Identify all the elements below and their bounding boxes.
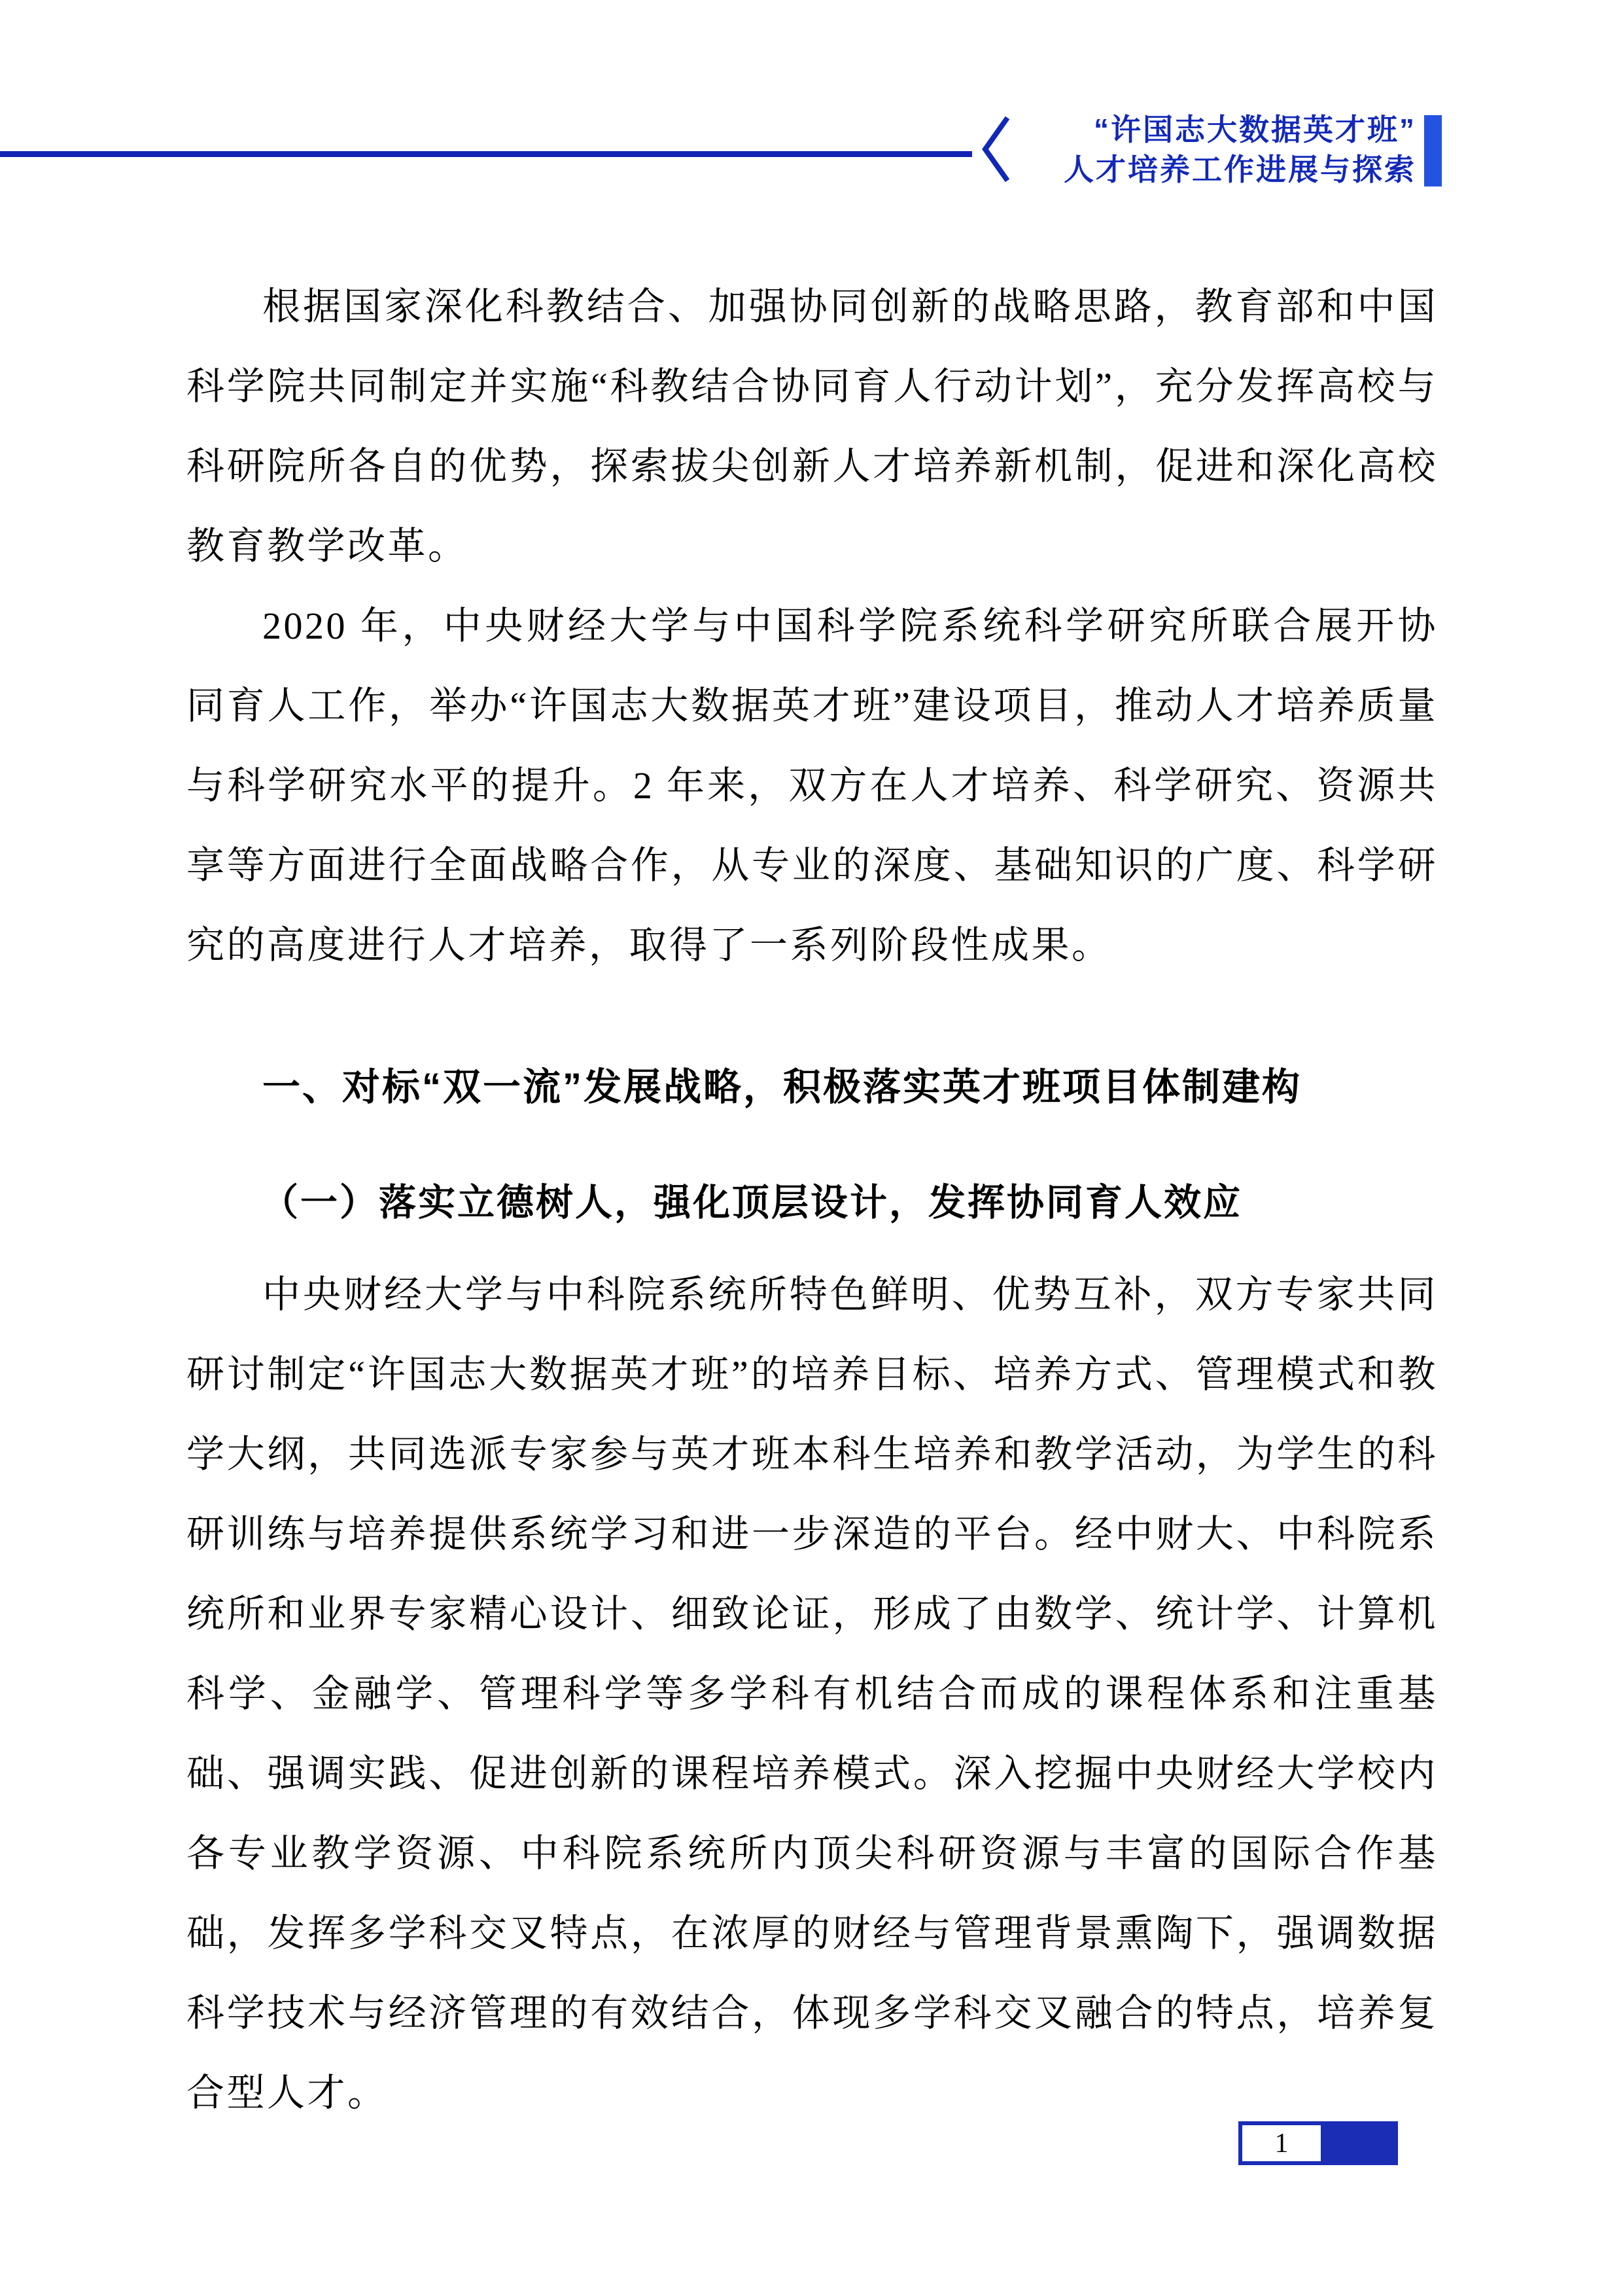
running-header-line2: 人才培养工作进展与探索 (1064, 152, 1416, 186)
running-header-line1: “许国志大数据英才班” (1094, 113, 1416, 147)
paragraph: 2020 年，中央财经大学与中国科学院系统科学研究所联合展开协同育人工作，举办“许国志大数据英才班”建设项目，推动人才培养质量与科学研究水平的提升。2 年来，双方在人才培养、科学研究、资源共享等方面进行全面战略合作，从专业的深度、基础知识的广度、科学研究的高度进行人才培养，取得了一系列阶段性成果。 (186, 605, 1438, 966)
page-number: 1 (1242, 2125, 1321, 2161)
header-vertical-bar (1424, 115, 1442, 186)
paragraph: 中央财经大学与中科院系统所特色鲜明、优势互补，双方专家共同研讨制定“许国志大数据英才班”的培养目标、培养方式、管理模式和教学大纲，共同选派专家参与英才班本科生培养和教学活动，为学生的科研训练与培养提供系统学习和进一步深造的平台。经中财大、中科院系统所和业界专家精心设计、细致论证，形成了由数学、统计学、计算机科学、金融学、管理科学等多学科有机结合而成的课程体系和注重基础、强调实践、促进创新的课程培养模式。深入挖掘中央财经大学校内各专业教学资源、中科院系统所内顶尖科研资源与丰富的国际合作基础，发挥多学科交叉特点，在浓厚的财经与管理背景熏陶下，强调数据科学技术与经济管理的有效结合，体现多学科交叉融合的特点，培养复合型人才。 (186, 1273, 1438, 2114)
angle-bracket-icon (980, 115, 1011, 183)
subsection-heading: （一）落实立德树人，强化顶层设计，发挥协同育人效应 (261, 1182, 1242, 1224)
section-heading: 一、对标“双一流”发展战略，积极落实英才班项目体制建构 (262, 1066, 1302, 1108)
header-horizontal-rule (0, 151, 972, 157)
paragraph: 根据国家深化科教结合、加强协同创新的战略思路，教育部和中国科学院共同制定并实施“科教结合协同育人行动计划”，充分发挥高校与科研院所各自的优势，探索拔尖创新人才培养新机制，促进和深化高校教育教学改革。 (186, 285, 1438, 567)
page-number-box (1238, 2121, 1398, 2165)
document-body (186, 267, 1438, 2133)
running-header-title (1021, 110, 1416, 190)
